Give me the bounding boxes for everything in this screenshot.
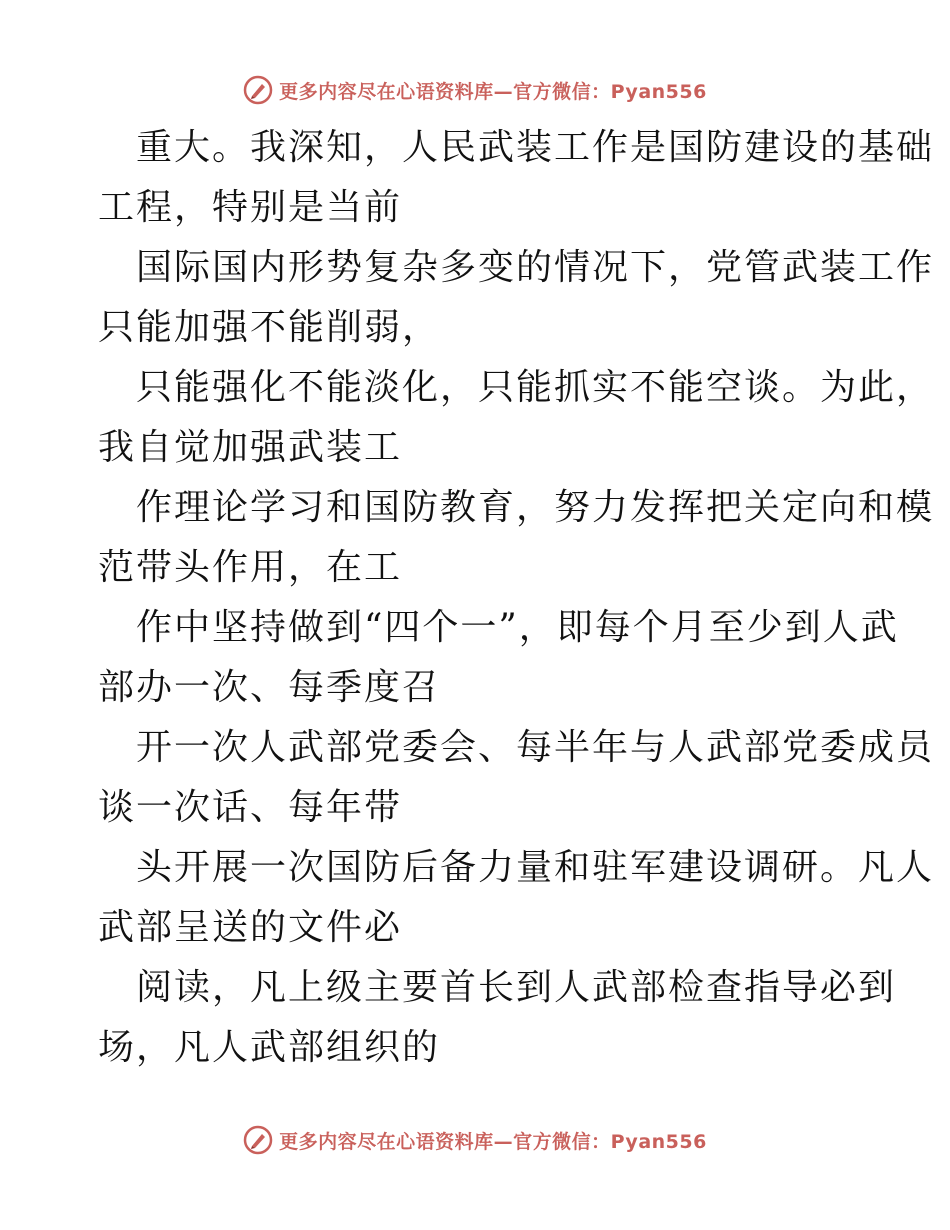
watermark-text: 更多内容尽在心语资料库—官方微信：Pyan556 — [279, 1130, 707, 1153]
paragraph — [98, 478, 935, 598]
paragraph-line: 工程，特别是当前 — [98, 187, 403, 228]
paragraph — [98, 838, 935, 958]
footer-watermark — [0, 1120, 950, 1160]
paragraph-line: 范带头作用，在工 — [98, 547, 403, 588]
paragraph-line: 作中坚持做到“四个一”，即每个月至少到人武 — [136, 607, 899, 648]
pen-logo-icon — [243, 1125, 273, 1155]
paragraph-line: 开一次人武部党委会、每半年与人武部党委成员 — [136, 727, 935, 768]
paragraph — [98, 958, 897, 1078]
paragraph-line: 阅读，凡上级主要首长到人武部检查指导必到 — [136, 967, 897, 1008]
paragraph — [98, 238, 935, 358]
paragraph-line: 只能强化不能淡化，只能抓实不能空谈。为此， — [136, 367, 935, 408]
paragraph — [98, 718, 935, 838]
paragraph-line: 我自觉加强武装工 — [98, 427, 403, 468]
paragraph-line: 国际国内形势复杂多变的情况下，党管武装工作 — [136, 247, 935, 288]
paragraph-line: 部办一次、每季度召 — [98, 667, 441, 708]
paragraph-line: 重大。我深知，人民武装工作是国防建设的基础 — [136, 127, 935, 168]
paragraph-line: 谈一次话、每年带 — [98, 787, 403, 828]
paragraph — [98, 118, 935, 238]
paragraph-line: 只能加强不能削弱， — [98, 307, 441, 348]
paragraph-line: 作理论学习和国防教育，努力发挥把关定向和模 — [136, 487, 935, 528]
paragraph — [98, 598, 899, 718]
pen-logo-icon — [243, 75, 273, 105]
paragraph-line: 武部呈送的文件必 — [98, 907, 403, 948]
document-body — [98, 118, 935, 1078]
paragraph-line: 头开展一次国防后备力量和驻军建设调研。凡人 — [136, 847, 935, 888]
paragraph — [98, 358, 935, 478]
header-watermark — [0, 70, 950, 110]
paragraph-line: 场，凡人武部组织的 — [98, 1027, 441, 1068]
watermark-text: 更多内容尽在心语资料库—官方微信：Pyan556 — [279, 80, 707, 103]
